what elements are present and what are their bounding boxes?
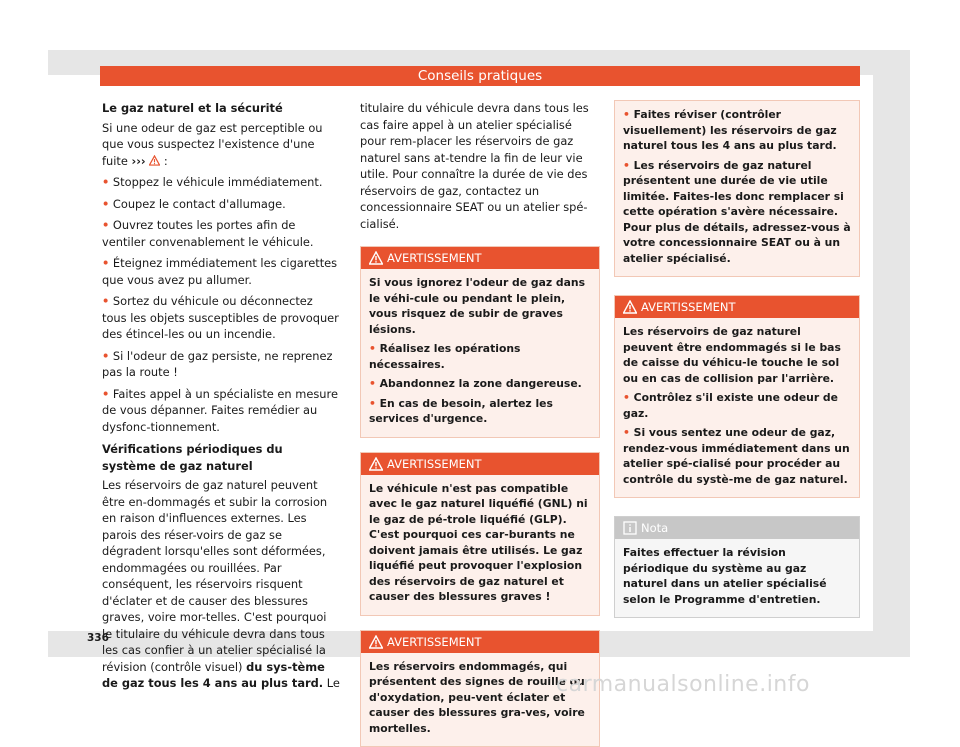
list-item-text: Stoppez le véhicule immédiatement. bbox=[113, 175, 323, 189]
column-3 bbox=[614, 100, 860, 618]
warning-title bbox=[361, 453, 599, 475]
note-box bbox=[614, 516, 860, 618]
note-title bbox=[615, 517, 859, 539]
list-item bbox=[369, 341, 591, 372]
list-item bbox=[102, 255, 340, 288]
heading-gas-safety: Le gaz naturel et la sécurité bbox=[102, 100, 340, 117]
warning-box bbox=[614, 295, 860, 498]
warning-title-text: AVERTISSEMENT bbox=[387, 457, 482, 471]
list-item-text: Si vous sentez une odeur de gaz, rendez-vous immédiatement dans un atelier spé-cialisé pour procéder au contrôle du systè-me de gaz naturel. bbox=[623, 426, 850, 486]
warning-body bbox=[615, 101, 859, 276]
list-item-text: Réalisez les opérations nécessaires. bbox=[369, 342, 520, 371]
list-item-text: En cas de besoin, alertez les services d'urgence. bbox=[369, 397, 553, 426]
warning-title-text: AVERTISSEMENT bbox=[641, 300, 736, 314]
list-item bbox=[623, 390, 851, 421]
bullet-icon: • bbox=[369, 397, 376, 410]
warning-body bbox=[361, 653, 599, 747]
warning-body bbox=[615, 318, 859, 497]
bullet-icon: • bbox=[102, 294, 109, 308]
column-1 bbox=[102, 100, 340, 697]
bullet-icon: • bbox=[102, 175, 109, 189]
list-item-text: Si l'odeur de gaz persiste, ne reprenez pas la route ! bbox=[102, 349, 332, 380]
list-item-text: Abandonnez la zone dangereuse. bbox=[380, 377, 582, 390]
bullet-icon: • bbox=[623, 426, 630, 439]
list-item bbox=[102, 196, 340, 213]
warning-text: Les réservoirs endommagés, qui présentent des signes de rouille ou d'oxydation, peu-vent éclater et causer des blessures gra-ves, voire mortelles. bbox=[369, 659, 591, 737]
note-title-text: Nota bbox=[641, 521, 668, 535]
bullet-icon: • bbox=[369, 342, 376, 355]
list-item bbox=[623, 107, 851, 154]
continued-paragraph: titulaire du véhicule devra dans tous les cas faire appel à un atelier spécialisé pour rem-placer les réservoirs de gaz naturel sans at-tendre la fin de leur vie utile. Pour connaître la durée de vie des réservoirs de gaz, contactez un concessionnaire SEAT ou un atelier spé-cialisé. bbox=[360, 100, 600, 232]
warning-triangle-icon bbox=[369, 635, 383, 649]
list-item-text: Éteignez immédiatement les cigarettes que vous avez pu allumer. bbox=[102, 256, 337, 287]
list-item bbox=[102, 174, 340, 191]
warning-title bbox=[361, 247, 599, 269]
warning-title bbox=[361, 631, 599, 653]
bullet-icon: • bbox=[369, 377, 376, 390]
list-item-text: Les réservoirs de gaz naturel présentent une durée de vie utile limitée. Faites-les donc remplacer si cette opération s'avère nécessaire. Pour plus de détails, adressez-vous à votre concessionnaire SEAT ou à un atelier spécialisé. bbox=[623, 159, 851, 265]
periodic-paragraph bbox=[102, 477, 340, 692]
warning-triangle-icon bbox=[369, 457, 383, 471]
list-item bbox=[102, 217, 340, 250]
bullet-icon: • bbox=[623, 159, 630, 172]
warning-title-text: AVERTISSEMENT bbox=[387, 635, 482, 649]
warning-title-text: AVERTISSEMENT bbox=[387, 251, 482, 265]
paragraph-bold: du sys-tème de gaz tous les 4 ans au plus tard. bbox=[102, 660, 325, 691]
list-item bbox=[102, 386, 340, 436]
paragraph-text: Les réservoirs de gaz naturel peuvent être en-dommagés et subir la corrosion en raison d'influences externes. Les parois des réser-voirs de gaz se dégradent lorsqu'elles sont déformées, endommagées ou rouillées. Par conséquent, les réservoirs risquent d'éclater et de causer des blessures graves, voire mor-telles. C'est pourquoi le titulaire du véhicule devra dans tous les cas confier à un atelier spécialisé la révision (contrôle visuel) bbox=[102, 478, 327, 674]
column-2 bbox=[360, 100, 600, 747]
intro-end: : bbox=[164, 154, 168, 168]
note-text: Faites effectuer la révision périodique du système au gaz naturel dans un atelier spécialisé selon le Programme d'entretien. bbox=[623, 545, 851, 607]
info-icon bbox=[623, 521, 637, 535]
warning-body bbox=[361, 269, 599, 437]
warning-text: Le véhicule n'est pas compatible avec le gaz naturel liquéfié (GNL) ni le gaz de pé-trole liquéfié (GLP). C'est pourquoi ces car-burants ne doivent jamais être utilisés. Le gaz liquéfié peut provoquer l'explosion des réservoirs de gaz naturel et causer des blessures graves ! bbox=[369, 481, 591, 605]
intro-text: Si une odeur de gaz est perceptible ou que vous suspectez l'existence d'une fuite bbox=[102, 121, 323, 168]
section-header: Conseils pratiques bbox=[100, 66, 860, 86]
list-item bbox=[369, 376, 591, 392]
warning-text: Si vous ignorez l'odeur de gaz dans le véhi-cule ou pendant le plein, vous risquez de subir de graves lésions. bbox=[369, 275, 591, 337]
list-item-text: Coupez le contact d'allumage. bbox=[113, 197, 286, 211]
heading-periodic-checks: Vérifications périodiques du système de gaz naturel bbox=[102, 441, 340, 474]
list-item-text: Sortez du véhicule ou déconnectez tous les objets susceptibles de provoquer des étincel-les ou un incendie. bbox=[102, 294, 339, 341]
bullet-icon: • bbox=[102, 387, 109, 401]
bullet-icon: • bbox=[102, 256, 109, 270]
note-body bbox=[615, 539, 859, 617]
warning-text: Les réservoirs de gaz naturel peuvent être endommagés si le bas de caisse du véhicu-le touche le sol ou en cas de collision par l'arrière. bbox=[623, 324, 851, 386]
list-item bbox=[623, 425, 851, 487]
list-item-text: Contrôlez s'il existe une odeur de gaz. bbox=[623, 391, 838, 420]
list-item bbox=[102, 293, 340, 343]
list-item-text: Faites appel à un spécialiste en mesure de vous dépanner. Faites remédier au dysfonc-tionnement. bbox=[102, 387, 338, 434]
warning-triangle-icon bbox=[149, 155, 160, 166]
list-item-text: Ouvrez toutes les portes afin de ventiler convenablement le véhicule. bbox=[102, 218, 314, 249]
warning-box bbox=[360, 246, 600, 438]
intro-paragraph bbox=[102, 120, 340, 170]
list-item bbox=[102, 348, 340, 381]
bullet-icon: • bbox=[102, 197, 109, 211]
warning-title bbox=[615, 296, 859, 318]
bullet-icon: • bbox=[623, 108, 630, 121]
cross-ref[interactable]: ››› bbox=[132, 154, 146, 168]
bullet-icon: • bbox=[102, 349, 109, 363]
warning-body bbox=[361, 475, 599, 615]
watermark: carmanualsonline.info bbox=[556, 672, 810, 697]
list-item-text: Faites réviser (contrôler visuellement) les réservoirs de gaz naturel tous les 4 ans au plus tard. bbox=[623, 108, 837, 152]
page-number: 336 bbox=[87, 632, 109, 644]
warning-triangle-icon bbox=[369, 251, 383, 265]
list-item bbox=[369, 396, 591, 427]
list-item bbox=[623, 158, 851, 267]
warning-triangle-icon bbox=[623, 300, 637, 314]
warning-box-continued bbox=[614, 100, 860, 277]
paragraph-end: Le bbox=[327, 676, 340, 690]
warning-box bbox=[360, 452, 600, 616]
bullet-icon: • bbox=[102, 218, 109, 232]
bullet-icon: • bbox=[623, 391, 630, 404]
